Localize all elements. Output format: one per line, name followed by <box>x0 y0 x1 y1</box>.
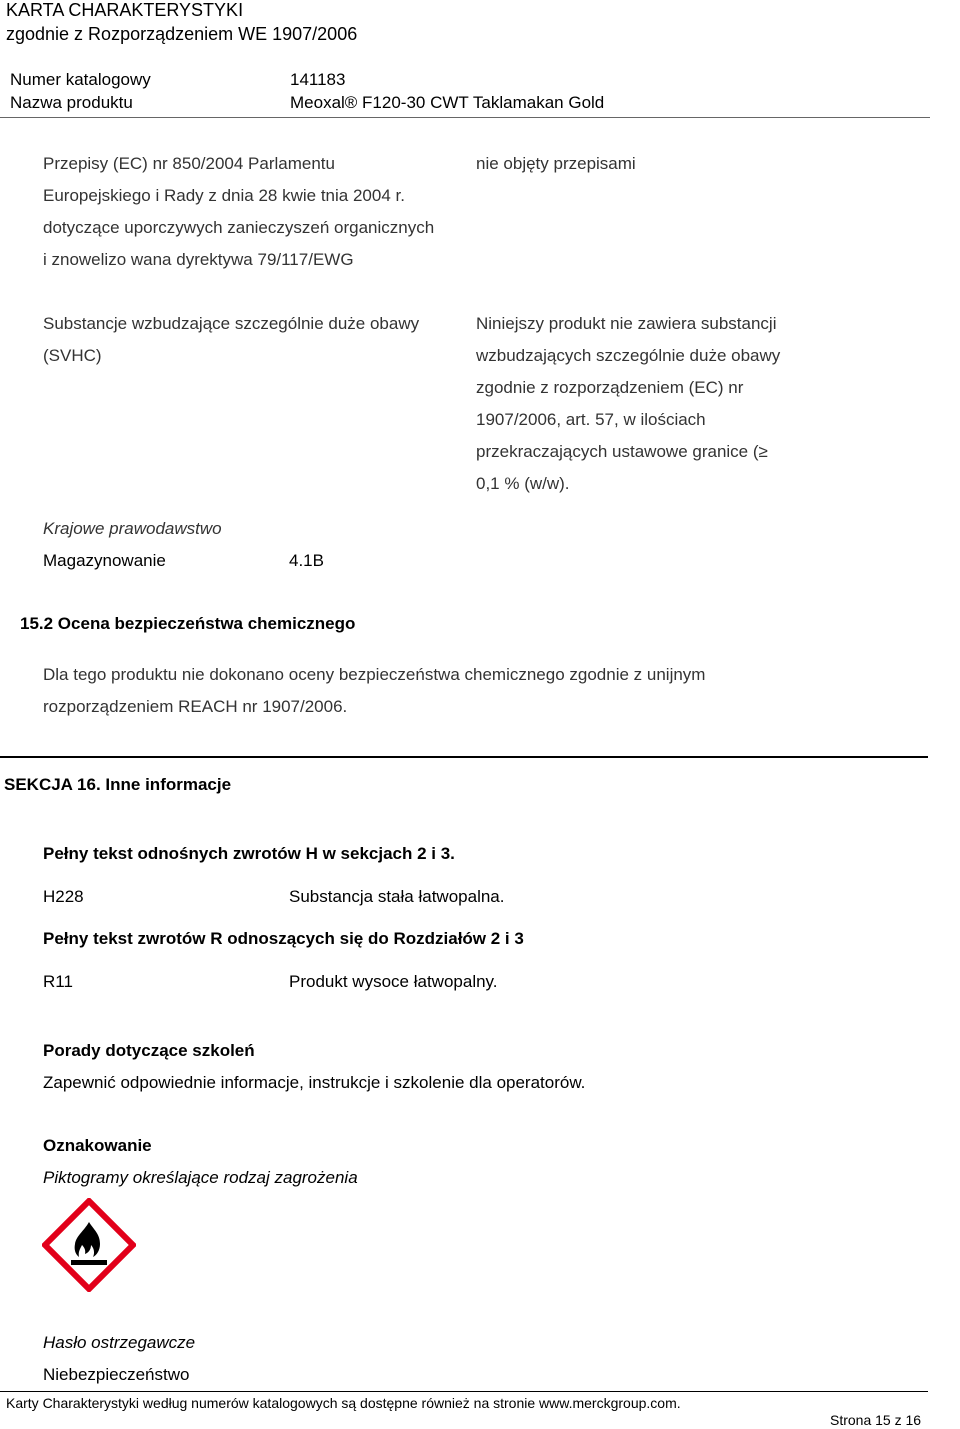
regulation-850-label-line: Europejskiego i Rady z dnia 28 kwie tnia 2004 r. <box>43 186 405 205</box>
catalog-number-label: Numer katalogowy <box>10 70 151 89</box>
svhc-value-line: wzbudzających szczególnie duże obawy <box>476 346 781 365</box>
product-name-label: Nazwa produktu <box>10 93 133 112</box>
footer-note: Karty Charakterystyki według numerów katalogowych są dostępne również na stronie www.merckgroup.com. <box>6 1395 681 1411</box>
regulation-850-label-line: i znowelizo wana dyrektywa 79/117/EWG <box>43 250 354 269</box>
section-16-heading: SEKCJA 16. Inne informacje <box>4 775 232 794</box>
ghs-flame-pictogram-svg <box>42 1198 136 1292</box>
signal-word-value: Niebezpieczeństwo <box>43 1365 190 1384</box>
regulation-850-value: nie objęty przepisami <box>476 154 636 173</box>
svhc-label-line: Substancje wzbudzające szczególnie duże obawy <box>43 314 420 333</box>
ghs-flame-icon <box>42 1198 136 1292</box>
signal-word-heading: Hasło ostrzegawcze <box>43 1333 196 1352</box>
section-15-2-text <box>43 659 705 723</box>
r-phrases-heading: Pełny tekst zwrotów R odnoszących się do Rozdziałów 2 i 3 <box>43 929 524 948</box>
h-code: H228 <box>43 887 84 906</box>
catalog-number-value: 141183 <box>290 70 346 89</box>
document-title: KARTA CHARAKTERYSTYKI <box>6 0 244 20</box>
training-text: Zapewnić odpowiednie informacje, instrukcje i szkolenie dla operatorów. <box>43 1073 586 1092</box>
regulation-850-label <box>43 148 434 276</box>
pictograms-heading: Piktogramy określające rodzaj zagrożenia <box>43 1168 358 1187</box>
h-text: Substancja stała łatwopalna. <box>289 887 505 906</box>
svhc-label <box>43 308 419 372</box>
svhc-value-line: zgodnie z rozporządzeniem (EC) nr <box>476 378 744 397</box>
svhc-value <box>476 308 780 500</box>
svhc-label-line: (SVHC) <box>43 346 102 365</box>
svhc-value-line: 0,1 % (w/w). <box>476 474 570 493</box>
section-15-2-heading: 15.2 Ocena bezpieczeństwa chemicznego <box>20 614 356 633</box>
section-15-2-text-line: rozporządzeniem REACH nr 1907/2006. <box>43 697 348 716</box>
storage-label: Magazynowanie <box>43 551 166 570</box>
footer-divider <box>0 1391 928 1392</box>
section-16-divider <box>0 756 928 758</box>
national-legislation-heading: Krajowe prawodawstwo <box>43 519 222 538</box>
product-name-value: Meoxal® F120-30 CWT Taklamakan Gold <box>290 93 605 112</box>
document-subtitle: zgodnie z Rozporządzeniem WE 1907/2006 <box>6 24 358 44</box>
training-heading: Porady dotyczące szkoleń <box>43 1041 255 1060</box>
r-code: R11 <box>43 972 73 991</box>
section-15-2-text-line: Dla tego produktu nie dokonano oceny bezpieczeństwa chemicznego zgodnie z unijnym <box>43 665 706 684</box>
regulation-850-label-line: Przepisy (EC) nr 850/2004 Parlamentu <box>43 154 335 173</box>
page-number: Strona 15 z 16 <box>830 1412 922 1428</box>
r-text: Produkt wysoce łatwopalny. <box>289 972 498 991</box>
svhc-value-line: przekraczających ustawowe granice (≥ <box>476 442 768 461</box>
header-divider <box>0 117 930 118</box>
svhc-value-line: Niniejszy produkt nie zawiera substancji <box>476 314 777 333</box>
labeling-heading: Oznakowanie <box>43 1136 152 1155</box>
svhc-value-line: 1907/2006, art. 57, w ilościach <box>476 410 706 429</box>
h-statements-heading: Pełny tekst odnośnych zwrotów H w sekcjach 2 i 3. <box>43 844 455 863</box>
storage-value: 4.1B <box>289 551 324 570</box>
regulation-850-label-line: dotyczące uporczywych zanieczyszeń organicznych <box>43 218 435 237</box>
